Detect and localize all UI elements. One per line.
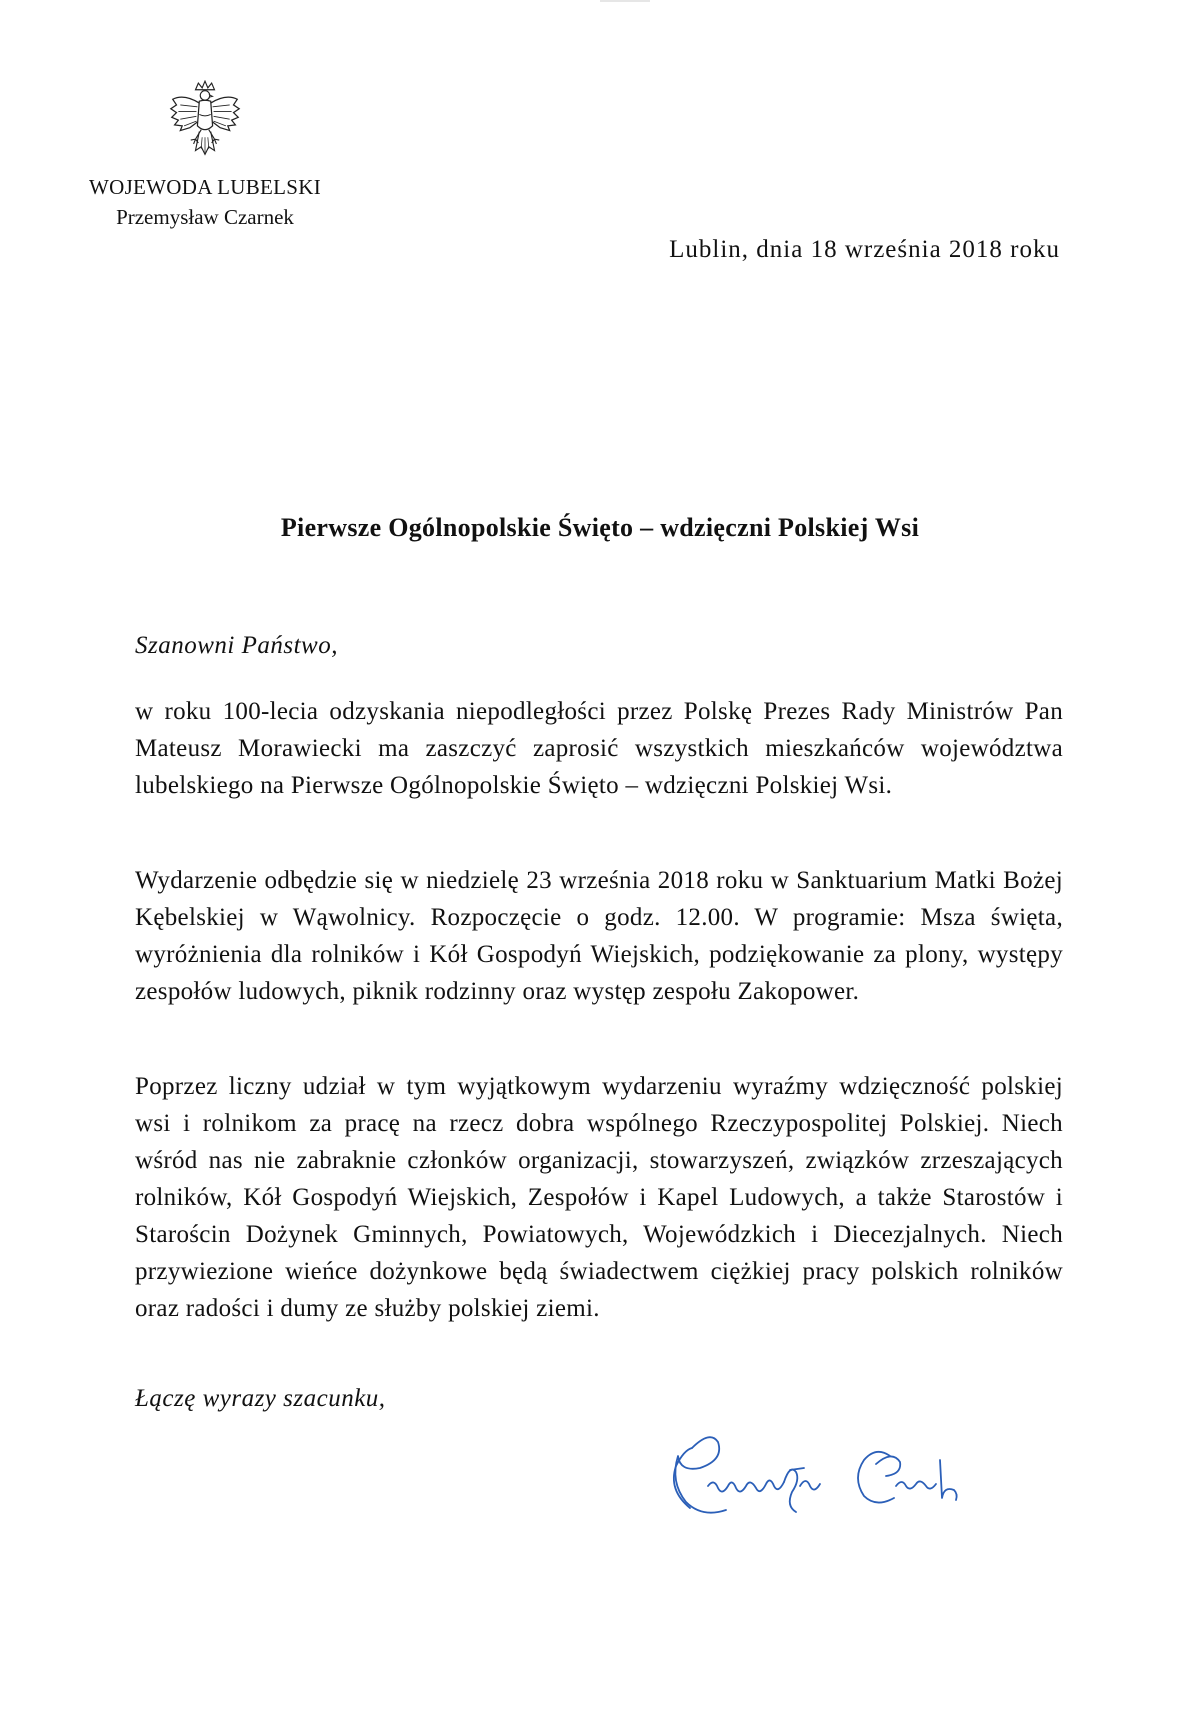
- body-paragraph-3: Poprzez liczny udział w tym wyjątkowym wydarzeniu wyraźmy wdzięczność polskiej wsi i rolnikom za pracę na rzecz dobra wspólnego Rzeczypospolitej Polskiej. Niech wśród nas nie zabraknie członków organizacji, stowarzyszeń, związków zrzeszających rolników, Kół Gospodyń Wiejskich, Zespołów i Kapel Ludowych, a także Starostów i Starościn Dożynek Gminnych, Powiatowych, Wojewódzkich i Diecezjalnych. Niech przywiezione wieńce dożynkowe będą świadectwem ciężkiej pracy polskich rolników oraz radości i dumy ze służby polskiej ziemi.: [135, 1073, 1063, 1322]
- place-and-date: Lublin, dnia 18 września 2018 roku: [669, 236, 1060, 263]
- office-holder-name: Przemysław Czarnek: [116, 205, 294, 229]
- letterhead: [60, 80, 350, 232]
- body-paragraph-1: w roku 100-lecia odzyskania niepodległości przez Polskę Prezes Rady Ministrów Pan Mateusz Morawiecki ma zaszczyć zaprosić wszystkich mieszkańców województwa lubelskiego na Pierwsze Ogólnopolskie Święto – wdzięczni Polskiej Wsi.: [135, 698, 1063, 799]
- scan-edge-mark: [600, 0, 650, 2]
- body-paragraph-2: Wydarzenie odbędzie się w niedzielę 23 września 2018 roku w Sanktuarium Matki Bożej Kębelskiej w Wąwolnicy. Rozpoczęcie o godz. 12.00. W programie: Msza święta, wyróżnienia dla rolników i Kół Gospodyń Wiejskich, podziękowanie za plony, występy zespołów ludowych, piknik rodzinny oraz występ zespołu Zakopower.: [135, 867, 1063, 1005]
- letter-title: Pierwsze Ogólnopolskie Święto – wdzięczni Polskiej Wsi: [280, 513, 920, 542]
- handwritten-signature: [640, 1420, 1000, 1530]
- office-title: WOJEWODA LUBELSKI: [89, 175, 321, 199]
- salutation: Szanowni Państwo,: [135, 632, 338, 659]
- polish-eagle-emblem-icon: [167, 80, 243, 166]
- closing-phrase: Łączę wyrazy szacunku,: [135, 1385, 386, 1412]
